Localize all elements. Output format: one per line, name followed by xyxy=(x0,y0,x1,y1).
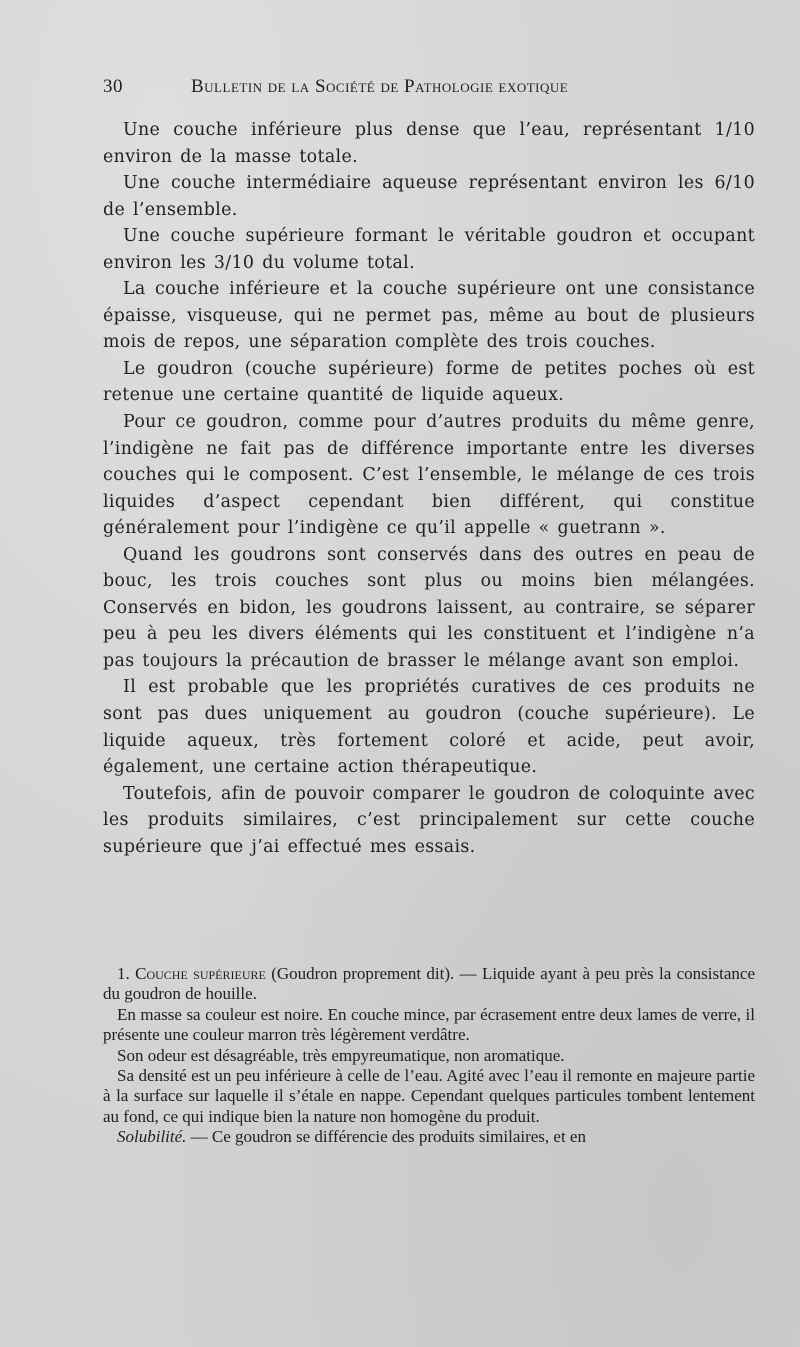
page-number: 30 xyxy=(103,76,123,97)
paragraph-comparison: Toutefois, afin de pouvoir comparer le goudron de coloquinte avec les produits similaires, c’est principalement sur cette couche supérieure que j’ai effectué mes essais. xyxy=(103,783,755,857)
paragraph-middle-layer: Une couche intermédiaire aqueuse représentant environ les 6/10 de l’ensemble. xyxy=(103,173,755,220)
paragraph-consistency: La couche inférieure et la couche supérieure ont une consistance épaisse, visqueuse, qui ne permet pas, même au bout de plusieurs mois de repos, une séparation complète des trois couches. xyxy=(103,279,755,353)
paragraph-color: En masse sa couleur est noire. En couche mince, par écrasement entre deux lames de verre, il présente une couleur marron très légèrement verdâtre. xyxy=(103,1004,755,1045)
paragraph-guetrann: Pour ce goudron, comme pour d’autres produits du même genre, l’indigène ne fait pas de différence importante entre les diverses couches qui le composent. C’est l’ensemble, le mélange de ces trois liquides d’aspect cependant bien différent, qui constitue généralement pour l’indigène ce qu’il appelle « guetrann ». xyxy=(103,412,755,539)
solubility-label: Solubilité. xyxy=(117,1127,187,1147)
journal-title: Bulletin de la Société de Pathologie exotique xyxy=(191,76,569,97)
paragraph-density: Sa densité est un peu inférieure à celle de l’eau. Agité avec l’eau il remonte en majeure partie à la surface sur laquelle il s’étale en nappe. Cependant quelques particules tombent lentement au fond, ce qui indique bien la nature non homogène du produit. xyxy=(103,1066,755,1126)
paragraph-curative-properties: Il est probable que les propriétés curatives de ces produits ne sont pas dues uniquement au goudron (couche supérieure). Le liquide aqueux, très fortement coloré et acide, peut avoir, également, une certaine action thérapeutique. xyxy=(103,677,755,778)
section-heading-description: (Goudron proprement dit). — Liquide ayant à peu près la consistance du goudron de houille. xyxy=(103,964,755,1004)
section-number: 1. xyxy=(117,964,130,983)
section-heading-paragraph xyxy=(103,964,755,1005)
section-upper-layer xyxy=(103,964,755,1148)
solubility-text: — Ce goudron se différencie des produits similaires, et en xyxy=(190,1127,586,1147)
paragraph-upper-layer: Une couche supérieure formant le véritable goudron et occupant environ les 3/10 du volume total. xyxy=(103,226,755,273)
running-head xyxy=(103,76,668,104)
paragraph-lower-layer: Une couche inférieure plus dense que l’eau, représentant 1/10 environ de la masse totale. xyxy=(103,120,755,167)
paragraph-solubility xyxy=(103,1127,755,1147)
paragraph-storage: Quand les goudrons sont conservés dans des outres en peau de bouc, les trois couches sont plus ou moins bien mélangées. Conservés en bidon, les goudrons laissent, au contraire, se séparer peu à peu les divers éléments qui les constituent et l’indigène n’a pas toujours la précaution de brasser le mélange avant son emploi. xyxy=(103,544,755,671)
main-text xyxy=(103,117,755,860)
paragraph-odor: Son odeur est désagréable, très empyreumatique, non aromatique. xyxy=(117,1045,565,1065)
paragraph-pockets: Le goudron (couche supérieure) forme de petites poches où est retenue une certaine quantité de liquide aqueux. xyxy=(103,358,755,406)
section-heading: Couche supérieure xyxy=(135,964,266,983)
